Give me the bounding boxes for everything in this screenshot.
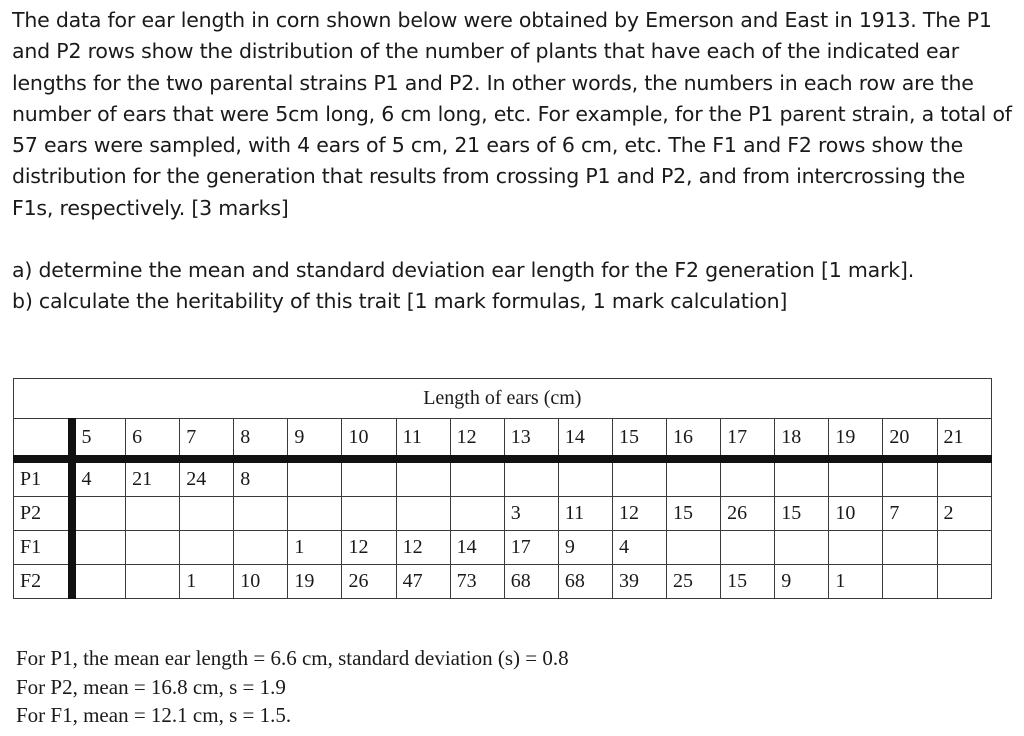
table-cell: 47 [396, 565, 450, 599]
table-cell [829, 531, 883, 565]
summary-notes [16, 644, 569, 730]
table-cell: 12 [342, 531, 396, 565]
table-cell [342, 459, 396, 497]
table-cell: 24 [180, 459, 234, 497]
note-p1: For P1, the mean ear length = 6.6 cm, standard deviation (s) = 0.8 [16, 646, 569, 670]
table-cell: 39 [612, 565, 666, 599]
table-cell [883, 459, 937, 497]
table-cell: 73 [450, 565, 504, 599]
table-row [14, 497, 992, 531]
table-row [14, 531, 992, 565]
table-cell [396, 459, 450, 497]
length-header-cell: 19 [829, 419, 883, 460]
table-cell [288, 459, 342, 497]
table-cell [775, 459, 829, 497]
table-row [14, 565, 992, 599]
length-header-cell: 17 [721, 419, 775, 460]
table-cell [342, 497, 396, 531]
table-cell [667, 531, 721, 565]
length-header-cell: 15 [612, 419, 666, 460]
row-label: P1 [14, 459, 72, 497]
table-cell: 14 [450, 531, 504, 565]
table-cell: 8 [234, 459, 288, 497]
table-cell [72, 497, 126, 531]
table-cell: 68 [504, 565, 558, 599]
table-cell: 19 [288, 565, 342, 599]
table-cell: 12 [612, 497, 666, 531]
table-cell [396, 497, 450, 531]
length-header-cell: 6 [126, 419, 180, 460]
length-header-cell: 13 [504, 419, 558, 460]
table-cell: 26 [342, 565, 396, 599]
table-cell: 1 [180, 565, 234, 599]
row-label: F2 [14, 565, 72, 599]
table-title: Length of ears (cm) [14, 379, 992, 419]
table-cell [883, 531, 937, 565]
length-header-cell: 12 [450, 419, 504, 460]
table-cell [937, 531, 991, 565]
question-intro: The data for ear length in corn shown below were obtained by Emerson and East in 1913. The P1 and P2 rows show the distribution of the number of plants that have each of the indicated ear lengths for the two parental strains P1 and P2. In other words, the numbers in each row are the number of ears that were 5cm long, 6 cm long, etc. For example, for the P1 parent strain, a total of 57 ears were sampled, with 4 ears of 5 cm, 21 ears of 6 cm, etc. The F1 and F2 rows show the distribution for the generation that results from crossing P1 and P2, and from intercrossing the F1s, respectively. [3 marks] [12, 8, 1012, 220]
table-cell: 12 [396, 531, 450, 565]
table-cell: 3 [504, 497, 558, 531]
question-part-b: b) calculate the heritability of this trait [1 mark formulas, 1 mark calculation] [12, 289, 788, 314]
table-cell [883, 565, 937, 599]
length-header-cell: 20 [883, 419, 937, 460]
table-cell: 1 [829, 565, 883, 599]
table-cell [937, 459, 991, 497]
table-title-row [14, 379, 992, 419]
table-cell: 15 [775, 497, 829, 531]
length-header-cell: 8 [234, 419, 288, 460]
length-header-cell: 5 [72, 419, 126, 460]
table-cell: 11 [558, 497, 612, 531]
table-cell [504, 459, 558, 497]
table-cell [234, 497, 288, 531]
table-cell [775, 531, 829, 565]
length-header-cell: 11 [396, 419, 450, 460]
table-cell [72, 565, 126, 599]
question-part-a: a) determine the mean and standard deviation ear length for the F2 generation [1 mark]. [12, 258, 915, 283]
table-cell [180, 497, 234, 531]
table-cell [126, 497, 180, 531]
table-cell [126, 565, 180, 599]
table-cell [829, 459, 883, 497]
table-cell: 26 [721, 497, 775, 531]
table-cell: 10 [829, 497, 883, 531]
ear-length-table [13, 378, 992, 599]
length-header-cell: 16 [667, 419, 721, 460]
table-cell [72, 531, 126, 565]
table-cell: 10 [234, 565, 288, 599]
table-cell: 1 [288, 531, 342, 565]
length-header-cell: 21 [937, 419, 991, 460]
note-p2: For P2, mean = 16.8 cm, s = 1.9 [16, 674, 286, 699]
table-cell [180, 531, 234, 565]
table-cell [288, 497, 342, 531]
table-cell [450, 497, 504, 531]
table-row [14, 459, 992, 497]
table-cell: 25 [667, 565, 721, 599]
row-label: P2 [14, 497, 72, 531]
table-cell: 21 [126, 459, 180, 497]
table-cell [234, 531, 288, 565]
length-header-cell: 18 [775, 419, 829, 460]
table-header-row [14, 419, 992, 460]
note-f1: For F1, mean = 12.1 cm, s = 1.5. [16, 703, 292, 727]
table-cell: 17 [504, 531, 558, 565]
table-cell: 68 [558, 565, 612, 599]
table-cell [612, 459, 666, 497]
table-cell [558, 459, 612, 497]
table-cell: 9 [558, 531, 612, 565]
table-cell [126, 531, 180, 565]
table-cell: 7 [883, 497, 937, 531]
question-text [12, 5, 1012, 318]
table-cell: 15 [667, 497, 721, 531]
table-cell [937, 565, 991, 599]
length-header-cell: 9 [288, 419, 342, 460]
table-cell: 2 [937, 497, 991, 531]
table-cell [450, 459, 504, 497]
paragraph-gap [12, 224, 1012, 255]
table-cell [721, 459, 775, 497]
table-cell: 15 [721, 565, 775, 599]
length-header-cell: 7 [180, 419, 234, 460]
table-cell [667, 459, 721, 497]
table-cell: 4 [72, 459, 126, 497]
table-cell: 9 [775, 565, 829, 599]
length-header-cell: 14 [558, 419, 612, 460]
row-label: F1 [14, 531, 72, 565]
table-cell [721, 531, 775, 565]
table-corner-cell [14, 419, 72, 460]
ear-length-table-body [14, 379, 992, 599]
table-cell: 4 [612, 531, 666, 565]
length-header-cell: 10 [342, 419, 396, 460]
